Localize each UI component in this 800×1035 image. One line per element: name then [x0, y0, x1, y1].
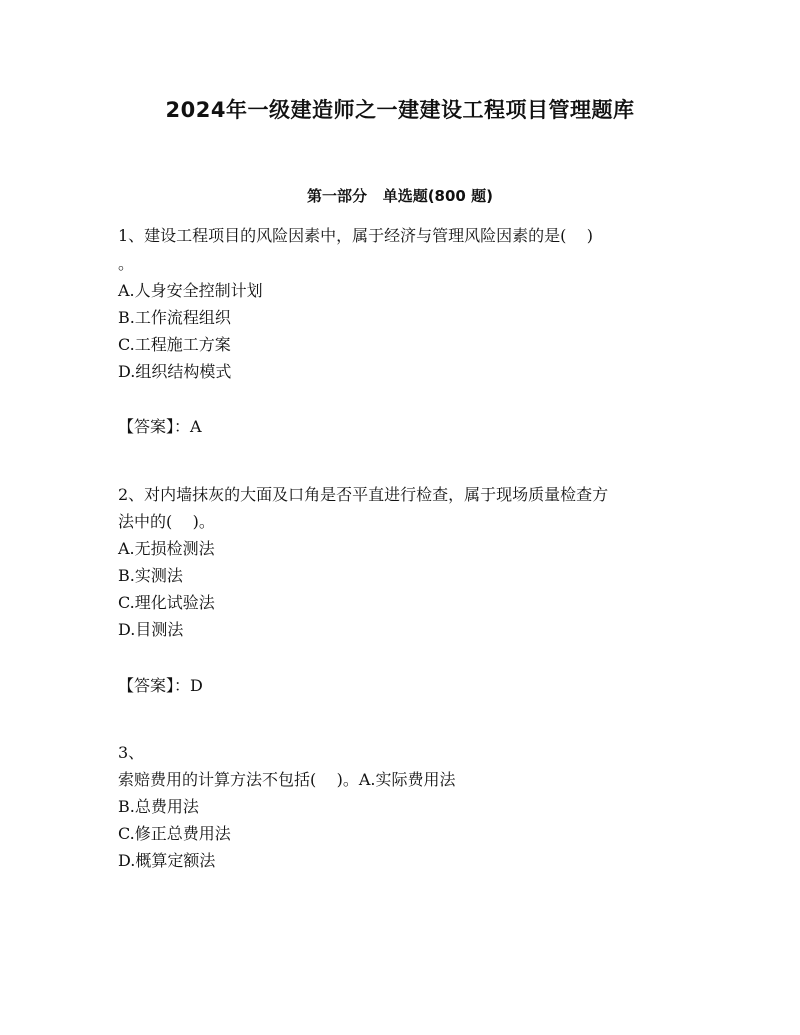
question-2-option-c: C.理化试验法 [118, 593, 215, 612]
document-title: 2024年一级建造师之一建建设工程项目管理题库 [165, 98, 635, 122]
question-3-stem-line2: 索赔费用的计算方法不包括( )。A.实际费用法 [118, 770, 456, 789]
question-1-stem-line2: 。 [118, 254, 135, 273]
question-3-option-b: B.总费用法 [118, 797, 199, 816]
question-1-option-a: A.人身安全控制计划 [118, 281, 263, 300]
question-2-stem-line1: 2、对内墙抹灰的大面及口角是否平直进行检查，属于现场质量检查方 [118, 485, 609, 504]
question-1-option-b: B.工作流程组织 [118, 308, 231, 327]
question-2-option-d: D.目测法 [118, 620, 184, 639]
question-1-option-d: D.组织结构模式 [118, 362, 232, 381]
question-3-stem-line1: 3、 [118, 743, 145, 762]
question-2-option-b: B.实测法 [118, 566, 183, 585]
question-2-stem-line2: 法中的( )。 [118, 512, 215, 531]
question-3-option-d: D.概算定额法 [118, 851, 216, 870]
question-1-option-c: C.工程施工方案 [118, 335, 231, 354]
question-3-option-c: C.修正总费用法 [118, 824, 231, 843]
question-1-stem-line1: 1、建设工程项目的风险因素中，属于经济与管理风险因素的是( ) [118, 226, 594, 245]
question-1-answer: 【答案】：A [118, 417, 202, 436]
question-2-answer: 【答案】：D [118, 676, 203, 695]
section-title: 第一部分 单选题(800 题) [307, 187, 493, 205]
question-2-option-a: A.无损检测法 [118, 539, 215, 558]
